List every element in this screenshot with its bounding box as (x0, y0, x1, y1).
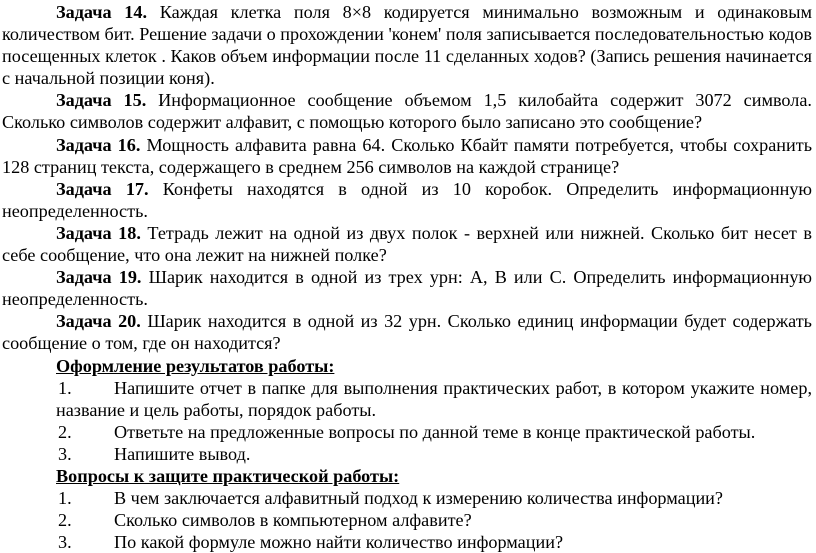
task-text: Тетрадь лежит на одной из двух полок - верхней или нижней. Сколько бит несет в себе сообщение, что она лежит на нижней полке? (2, 222, 812, 266)
task-text: Каждая клетка поля 8×8 кодируется минимально возможным и одинаковым количеством бит. Решение задачи о прохождении 'конем' поля записывается последовательностью кодов посещенных клеток . Каков объем информации после 11 сделанных ходов? (Запись решения начинается с начальной позиции коня). (2, 2, 812, 89)
question-item-3 (2, 531, 812, 553)
task-14 (2, 1, 812, 89)
task-15 (2, 89, 812, 133)
task-label: Задача 18. (56, 222, 141, 243)
list-number: 1. (58, 377, 72, 398)
questions-heading: Вопросы к защите практической работы: (56, 465, 400, 486)
task-label: Задача 19. (56, 267, 142, 288)
task-18 (2, 222, 812, 266)
task-label: Задача 15. (56, 90, 147, 111)
results-item-3 (2, 443, 812, 465)
task-label: Задача 17. (56, 178, 149, 199)
list-item-text: Сколько символов в компьютерном алфавите? (114, 510, 472, 531)
task-text: Конфеты находятся в одной из 10 коробок. Определить информационную неопределенность. (2, 178, 812, 221)
list-item-text: Напишите отчет в папке для выполнения практических работ, в котором укажите номер, название и цель работы, порядок работы. (56, 377, 812, 420)
list-item-text: По какой формуле можно найти количество информации? (114, 532, 564, 553)
question-item-1 (2, 487, 812, 509)
results-heading: Оформление результатов работы: (56, 355, 335, 376)
task-label: Задача 14. (56, 2, 148, 22)
task-text: Шарик находится в одной из 32 урн. Сколько единиц информации будет содержать сообщение о том, где он находится? (2, 311, 812, 354)
task-label: Задача 16. (56, 134, 141, 155)
list-item-text: В чем заключается алфавитный подход к измерению количества информации? (114, 488, 723, 509)
list-number: 2. (58, 421, 72, 442)
list-number: 3. (58, 443, 72, 464)
task-text: Шарик находится в одной из трех урн: А, В или С. Определить информационную неопределенность. (2, 267, 812, 310)
task-text: Информационное сообщение объемом 1,5 килобайта содержит 3072 символа. Сколько символов содержит алфавит, с помощью которого было записано это сообщение? (2, 90, 812, 133)
results-item-2 (2, 421, 812, 443)
task-text: Мощность алфавита равна 64. Сколько Кбайт памяти потребуется, чтобы сохранить 128 страниц текста, содержащего в среднем 256 символов на каждой странице? (2, 134, 812, 177)
task-16 (2, 134, 812, 178)
list-number: 1. (58, 488, 72, 509)
list-item-text: Напишите вывод. (114, 443, 251, 464)
task-17 (2, 178, 812, 222)
list-number: 3. (58, 532, 72, 553)
task-19 (2, 266, 812, 310)
task-20 (2, 310, 812, 354)
list-number: 2. (58, 510, 72, 531)
task-label: Задача 20. (56, 311, 141, 332)
list-item-text: Ответьте на предложенные вопросы по данной теме в конце практической работы. (114, 421, 756, 442)
question-item-2 (2, 509, 812, 531)
results-item-1 (2, 377, 812, 421)
